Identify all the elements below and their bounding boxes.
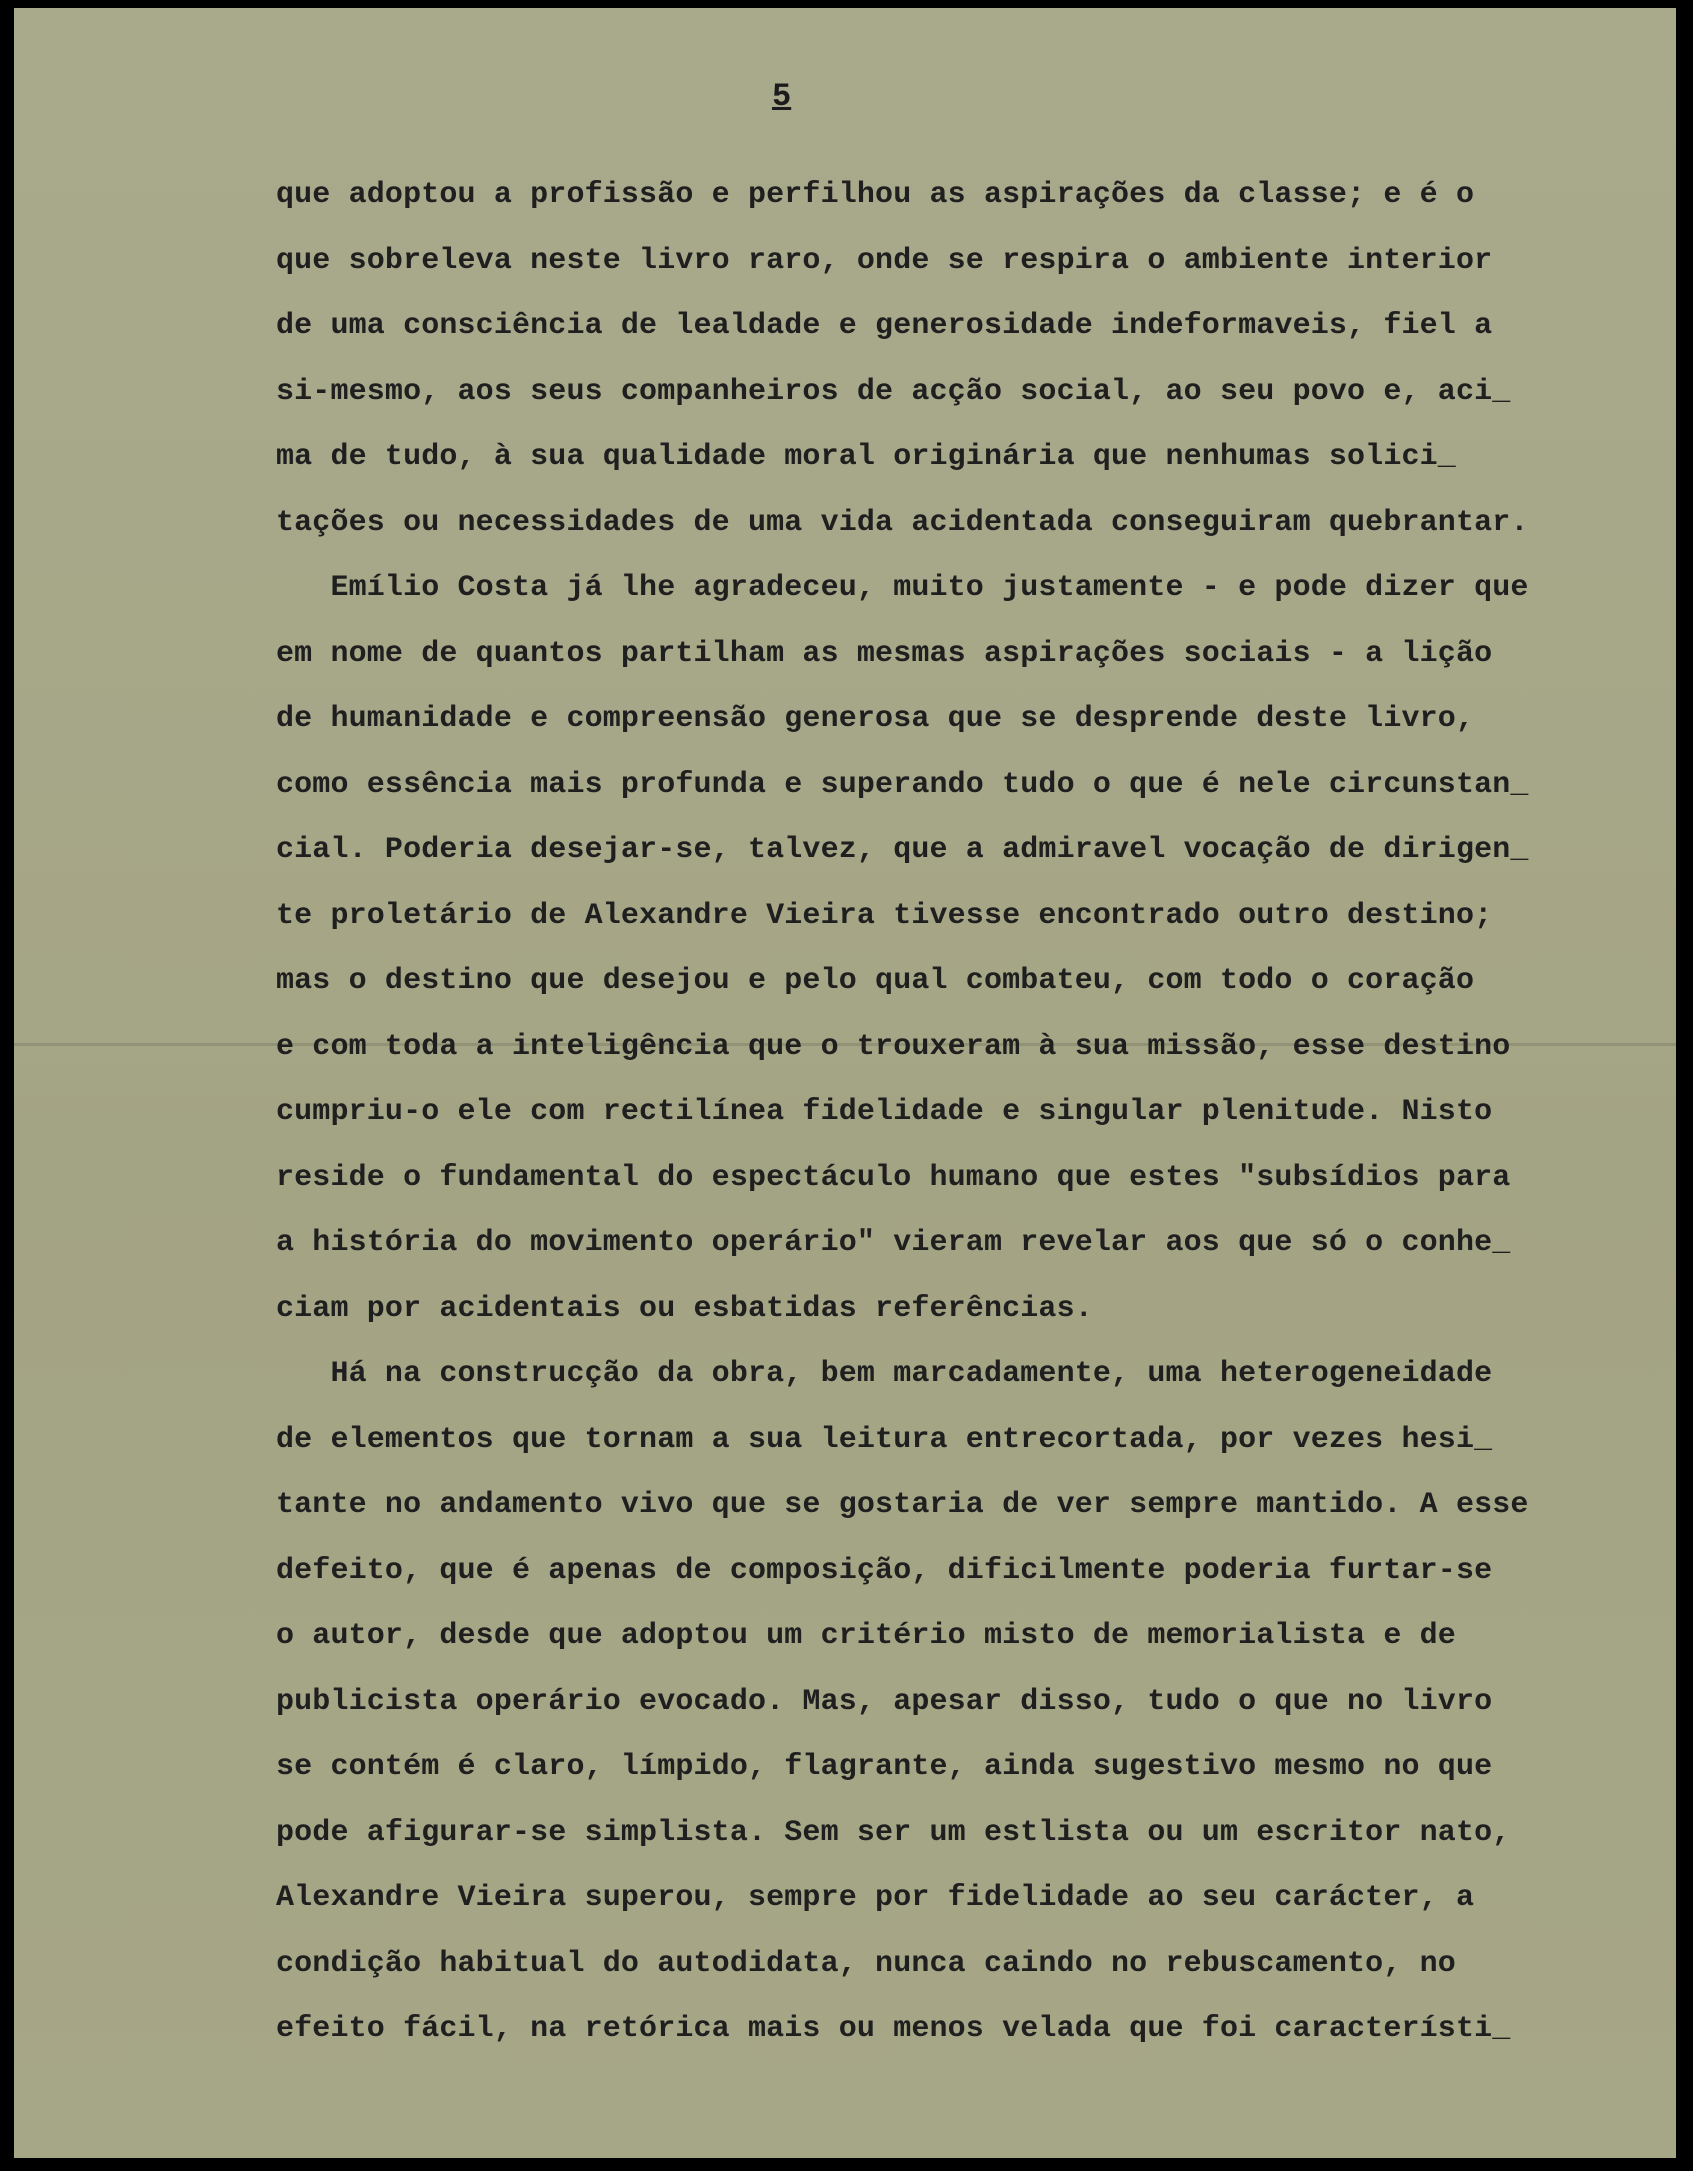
text-line: ma de tudo, à sua qualidade moral originária que nenhumas solici_ xyxy=(276,440,1456,474)
text-line: tante no andamento vivo que se gostaria de ver sempre mantido. A esse xyxy=(276,1488,1529,1522)
text-line: cial. Poderia desejar-se, talvez, que a admiravel vocação de dirigen_ xyxy=(276,833,1529,867)
typewritten-page xyxy=(14,8,1676,2158)
text-line: de humanidade e compreensão generosa que se desprende deste livro, xyxy=(276,702,1475,736)
text-line: e com toda a inteligência que o trouxeram à sua missão, esse destino xyxy=(276,1029,1511,1064)
text-line: pode afigurar-se simplista. Sem ser um estlista ou um escritor nato, xyxy=(276,1815,1511,1850)
text-line: em nome de quantos partilham as mesmas aspirações sociais - a lição xyxy=(276,636,1493,671)
text-line: efeito fácil, na retórica mais ou menos velada que foi característi_ xyxy=(276,2012,1511,2046)
text-line: reside o fundamental do espectáculo humano que estes "subsídios para xyxy=(276,1160,1511,1195)
text-line: Alexandre Vieira superou, sempre por fidelidade ao seu carácter, a xyxy=(276,1881,1475,1915)
text-line: se contém é claro, límpido, flagrante, ainda sugestivo mesmo no que xyxy=(276,1750,1493,1784)
text-line: de elementos que tornam a sua leitura entrecortada, por vezes hesi_ xyxy=(276,1422,1493,1457)
text-line: a história do movimento operário" vieram revelar aos que só o conhe_ xyxy=(276,1226,1511,1260)
text-line: si-mesmo, aos seus companheiros de acção social, ao seu povo e, aci_ xyxy=(276,374,1511,409)
text-line: ciam por acidentais ou esbatidas referências. xyxy=(276,1291,1093,1326)
text-line: que sobreleva neste livro raro, onde se respira o ambiente interior xyxy=(276,243,1493,278)
text-line: cumpriu-o ele com rectilínea fidelidade e singular plenitude. Nisto xyxy=(276,1095,1493,1129)
text-line: Há na construcção da obra, bem marcadamente, uma heterogeneidade xyxy=(276,1357,1493,1391)
page-number: 5 xyxy=(772,78,792,115)
text-line: Emílio Costa já lhe agradeceu, muito justamente - e pode dizer que xyxy=(276,571,1529,605)
text-line: publicista operário evocado. Mas, apesar disso, tudo o que no livro xyxy=(276,1684,1493,1719)
text-line: defeito, que é apenas de composição, dificilmente poderia furtar-se xyxy=(276,1553,1493,1588)
text-line: que adoptou a profissão e perfilhou as aspirações da classe; e é o xyxy=(276,178,1475,212)
text-line: tações ou necessidades de uma vida acidentada conseguiram quebrantar. xyxy=(276,505,1529,540)
text-line: mas o destino que desejou e pelo qual combateu, com todo o coração xyxy=(276,964,1475,998)
text-line: de uma consciência de lealdade e generosidade indeformaveis, fiel a xyxy=(276,309,1493,343)
body-text xyxy=(276,163,1676,2063)
text-line: te proletário de Alexandre Vieira tivesse encontrado outro destino; xyxy=(276,898,1493,933)
text-line: condição habitual do autodidata, nunca caindo no rebuscamento, no xyxy=(276,1946,1456,1981)
text-line: o autor, desde que adoptou um critério misto de memorialista e de xyxy=(276,1619,1456,1653)
text-line: como essência mais profunda e superando tudo o que é nele circunstan_ xyxy=(276,767,1529,802)
